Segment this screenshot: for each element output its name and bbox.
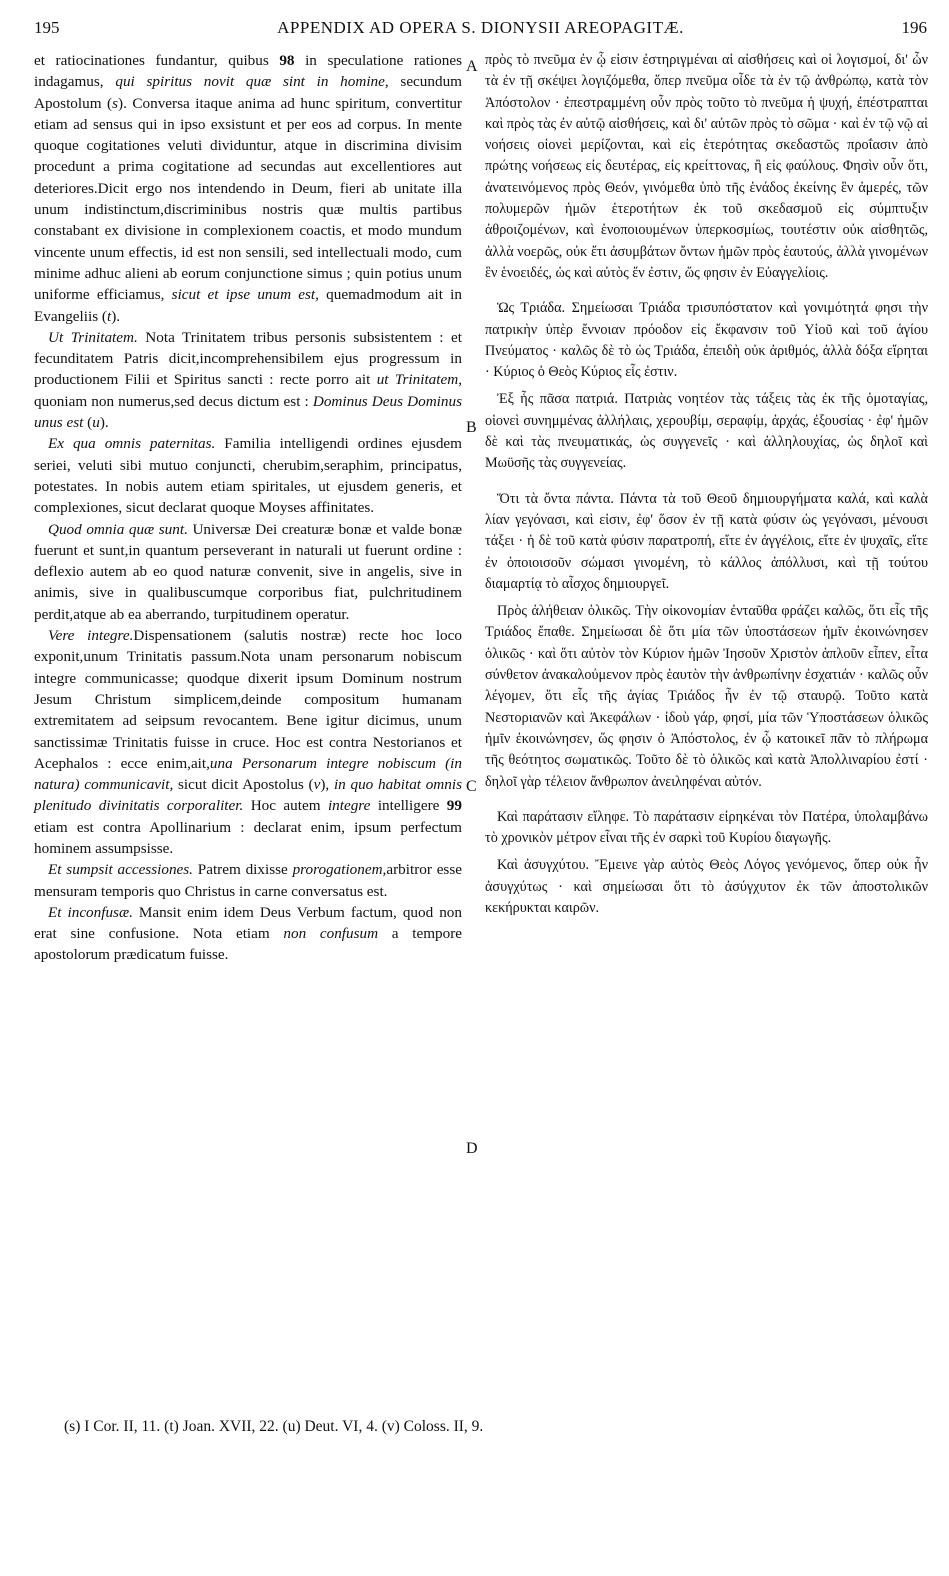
latin-paragraph <box>34 519 462 625</box>
italic-run: t <box>106 307 112 325</box>
text-run: Hoc autem <box>243 797 328 815</box>
greek-paragraph: Καὶ ἀσυγχύτου. Ἔμεινε γὰρ αὐτὸς Θεὸς Λόγος γενόμενος, ὅπερ οὐκ ἦν ἀσυγχύτως · καὶ σημείωσαι ὅτι τὸ ἀσύγχυτον ἐκ τῶν ἀποστολικῶν κεκήρυκται καιρῶν. <box>485 857 928 916</box>
italic-run: v <box>313 776 321 794</box>
italic-run: in quo habitat omnis plenitudo divinitatis corporaliter. <box>34 776 463 815</box>
greek-paragraph: Πρὸς ἀλήθειαν ὁλικῶς. Τὴν οἰκονομίαν ἐνταῦθα φράζει καλῶς, ὅτι εἷς τῆς Τριάδος ἔπαθε. Σημείωσαι δὲ ὅτι μία τῶν ὑποστάσεων ἡμῖν ἐκοινώνησεν ὁλικῶς · καὶ ὅτι αὐτὸν τὸν Κύριον ἡμῶν Ἰησοῦν Χριστὸν ἁπλοῦν εἶπεν, εἶτα σύνθετον ἀνακαλούμενον πρὸς ἑαυτὸν τὴν ἀνθρωπίνην ἐσχατιάν · καλῶς οὖν λέγομεν, ὅτι εἷς τῆς ἁγίας Τριάδος ἦν ἐν τῷ σταυρῷ. Τοῦτο κατὰ Νεστοριανῶν καὶ Ἀκεφάλων · ἰδοὺ γάρ, φησί, μία τῶν Ὑποστάσεων ὁλικῶς ἡμῖν ἐκοινώνησεν, ὥς φησιν ὁ Ἀπόστολος, ἐν ᾧ κατοικεῖ πᾶν τὸ πλήρωμα τῆς θεότητος σωματικῶς. Τοῦτο δὲ τὸ ὁλικῶς καὶ κατὰ Ἀπολλιναρίου ἐστί · δηλοῖ γὰρ τέλειον ἄνθρωπον ἀνειληφέναι αὐτόν. <box>485 603 928 790</box>
margin-marker-b: B <box>466 419 477 436</box>
text-run: a tempore apostolorum prædicatum fuisse. <box>34 925 463 964</box>
italic-run: sicut et ipse unum est, <box>171 286 319 304</box>
italic-run: u <box>92 414 100 432</box>
text-run: ), <box>320 776 334 794</box>
paragraph-spacer <box>485 475 928 489</box>
latin-paragraph <box>34 859 462 902</box>
text-run: etiam est contra Apollinarium : declarat enim, ipsum perfectum hominem assumpsisse. <box>34 818 462 857</box>
text-run: , secundum Apostolum ( <box>34 73 462 112</box>
greek-paragraph: Ὅτι τὰ ὄντα πάντα. Πάντα τὰ τοῦ Θεοῦ δημιουργήματα καλά, καὶ καλὰ λίαν γεγόνασι, καὶ εἰσιν, ἐφ' ὅσον ἐν τῇ κατὰ φύσιν ὡς γεγόνασι, μένουσι τάξει · ἡ δὲ τοῦ κατὰ φύσιν παρατροπή, εἴτε ἐν ἀγγέλοις, εἴτε ἐν ψυχαῖς, εἴτε ἐν ὁποιοισοῦν σώμασι γινομένη, τὸ κάλλος ἀπόλλυσι, καὶ τῇ τούτου διαμαρτίᾳ τὸ αἶσχος δημιουργεῖ. <box>485 490 928 592</box>
text-run: Universæ Dei creaturæ bonæ et valde bonæ fuerunt et sunt,in quantum perseverant in naturali ut fuerunt ordine : deflexio autem ab eo quod naturæ convenit, sive in angelis, sive in animis, sive in qualibuscumque corporibus fiat, pulchritudinem perdit,atque ab ea aberrando, turpitudinem operatur. <box>34 520 462 623</box>
text-run: sicut dicit Apostolus ( <box>173 776 314 794</box>
greek-paragraph: Καὶ παράτασιν εἴληφε. Τὸ παράτασιν εἰρηκέναι τὸν Πατέρα, ὑπολαμβάνω τὸ χρονικὸν μέτρον εἶναι τῆς ἐν σαρκὶ τοῦ Κυρίου διαγωγῆς. <box>485 808 928 847</box>
text-run: intelligere <box>370 797 447 815</box>
greek-paragraph: Ὡς Τριάδα. Σημείωσαι Τριάδα τρισυπόστατον καὶ γονιμότητά φησι τὴν πατρικὴν ὑπὲρ ἔννοιαν πρόοδον εἰς ἔκφανσιν τοῦ Υἱοῦ καὶ τοῦ ἁγίου Πνεύματος · καλῶς δὲ τὸ ὡς Τριάδα, ἐπειδὴ οὐκ ἀριθμός, ἀλλὰ δόξα εἴρηται · Κύριος ὁ Θεὸς Κύριος εἷς ἐστιν. <box>485 300 928 381</box>
italic-run: Et inconfusæ. <box>48 903 133 921</box>
text-run: arbitror esse mensuram temporis quo Christus in carne conversatus est. <box>34 861 462 900</box>
text-run: Mansit enim idem Deus Verbum factum, quod non erat sine confusione. Nota etiam <box>34 903 462 943</box>
italic-run: ut Trinitatem, <box>376 371 463 389</box>
text-run: Familia intelligendi ordines ejusdem seriei, veluti sibi mutuo conjuncti, cherubim,seraphim, principatus, potestates. In nobis autem etiam spiritales, ut ejusdem generis, et complexiones, sicut declarat quoque Moyses affinitates. <box>34 435 462 517</box>
italic-run: Vere integre. <box>48 627 134 645</box>
page-number-right: 196 <box>901 18 927 37</box>
italic-run: Ex qua omnis paternitas. <box>48 435 216 453</box>
latin-column <box>34 50 462 966</box>
folio-number: 99 <box>446 797 462 815</box>
margin-marker-d: D <box>466 1140 478 1157</box>
running-title: APPENDIX AD OPERA S. DIONYSII AREOPAGITÆ. <box>277 18 684 37</box>
text-run: ( <box>83 414 93 432</box>
paragraph-spacer <box>485 793 928 807</box>
italic-run: s <box>112 94 119 112</box>
paragraph-spacer <box>485 284 928 298</box>
italic-run: Ut Trinitatem. <box>48 328 138 346</box>
text-run: Patrem dixisse <box>192 861 293 879</box>
greek-paragraph: Ἐξ ἧς πᾶσα πατριά. Πατριὰς νοητέον τὰς τάξεις τὰς ἐκ τῆς ὁμοταγίας, οἱονεὶ συνημμένας ἀλλήλαις, χερουβίμ, σεραφίμ, ἀρχάς, ἐξουσίας · ἐφ' ἡμῶν δὲ καὶ τὰς πνευματικάς, ὡς συγγενεῖς · καὶ ἀλληλουχίας, ὡς δηλοῖ καὶ Μωϋσῆς τὰς συγγενείας. <box>485 391 928 472</box>
margin-marker-c: C <box>466 778 477 795</box>
latin-paragraph <box>34 327 462 433</box>
italic-run: una Personarum integre nobiscum (in natura) communicavit, <box>34 754 462 794</box>
page-header <box>34 18 927 42</box>
greek-paragraph: πρὸς τὸ πνεῦμα ἐν ᾧ εἰσιν ἐστηριγμέναι αἱ αἰσθήσεις καὶ οἱ λογισμοί, δι' ὧν τὰ ἐν τῇ σκέψει λογιζόμεθα, ὅπερ πνεῦμα οἶδε τὰ ἐν τῷ ἀνθρώπῳ, κατὰ τὸν Ἀπόστολον · ἐπεστραμμένη οὖν πρὸς τοῦτο τὸ πνεῦμα ἡ ψυχή, ἐπέστραπται καὶ πρὸς τὰς ἐν αὐτῷ αἰσθήσεις, καὶ δι' αὐτῶν πρὸς τὸ σῶμα · καὶ ἐν τῷ νῷ αἱ νοήσεις οἱονεὶ μερίζονται, καὶ εἰς ἑτερότητας σκεδαστῶς προΐασιν ἀπὸ πρώτης νοήσεως εἰς δευτέρας, εἰς κρείττονας, ἢ εἰς φαύλους. Φησὶν οὖν ὅτι, ἀνατεινόμενος πρὸς Θεόν, γινόμεθα ὑπὸ τῆς ἑνάδος ἐκείνης ἓν ἀμερές, τῶν πολυμερῶν ἡμῶν ἑτεροτήτων ἐκ τοῦ σκεδασμοῦ εἰς σύμπτυξιν ἀθροιζομένων, καὶ ἑνοποιουμένων ὑπερκοσμίως, τουτέστιν οὐκ αἰσθητῶς, ἀλλὰ νοερῶς, οὐκ ἔτι ἀσυμβάτων ὄντων ἡμῶν πρὸς ἑαυτούς, ἀλλὰ γινομένων ἓν ἑνοειδές, ὡς καὶ αὐτὸς ἕν ἐστιν, ὥς φησιν ἐν Εὐαγγελίοις. <box>485 52 928 281</box>
italic-run: Dominus Deus Dominus unus est <box>34 392 462 432</box>
margin-marker-a: A <box>466 58 478 75</box>
folio-number: 98 <box>279 52 295 69</box>
italic-run: non confusum <box>283 925 379 943</box>
latin-paragraph <box>34 902 462 966</box>
latin-paragraph <box>34 625 462 859</box>
text-run: Nota Trinitatem tribus personis subsistentem : et fecunditatem Patris dicit,incomprehensibilem ejus progressum in productionem Filii et Spiritus sancti : recte porro ait <box>34 328 462 389</box>
text-run: in speculatione rationes indagamus, <box>34 52 462 91</box>
italic-run: Et sumpsit accessiones. <box>48 861 193 879</box>
text-run: quoniam non numerus,sed decus dictum est : <box>34 392 313 410</box>
latin-paragraph <box>34 50 462 327</box>
page-number-left: 195 <box>34 18 60 37</box>
text-run: et ratiocinationes fundantur, quibus <box>34 52 280 69</box>
italic-run: Quod omnia quæ sunt. <box>48 520 188 538</box>
italic-run: qui spiritus novit quæ sint in homine <box>115 73 385 91</box>
italic-run: prorogationem, <box>292 861 387 879</box>
greek-column <box>485 50 928 919</box>
text-run: ). <box>111 307 121 325</box>
italic-run: integre <box>327 797 371 815</box>
latin-paragraph <box>34 433 462 518</box>
text-run: ). <box>99 414 109 432</box>
footnotes: (s) I Cor. II, 11. (t) Joan. XVII, 22. (u) Deut. VI, 4. (v) Coloss. II, 9. <box>64 1418 484 1435</box>
text-run: quemadmodum ait in Evangeliis ( <box>34 286 462 325</box>
text-run: ). Conversa itaque anima ad hunc spiritum, convertitur etiam ad sensus qui in ipso exsistunt et per eos ad corpus. In mente quoque cogitationes veluti dividuntur, atque in discrimina divisim procedunt a prima cogitatione ad secundas aut excellentiores aut deteriores.Dicit ergo nos intendendo in Deum, fieri ab unitate illa unum indistinctum,discriminibus nostris quæ multis partibus constabant ex divisione in complexionem coactis, et modo mundum vincente unum effectis, id est non sensili, sed intellectuali modo, cum minime adhuc alieni ab eorum conjunctione simus ; quin potius unum uniforme efficiamus, <box>34 94 462 304</box>
text-run: Dispensationem (salutis nostræ) recte hoc loco exponit,unum Trinitatis passum.Nota unam personarum nobiscum integre communicasse; quodque dixerit ipsum Dominum nostrum Jesum Christum simplicem,deinde compositum humanam extremitatem ad seipsum revocantem. Bene igitur dicimus, unum sanctissimæ Trinitatis fuisse in cruce. Hoc est contra Nestorianos et Acephalos : ecce enim,ait, <box>34 627 462 772</box>
